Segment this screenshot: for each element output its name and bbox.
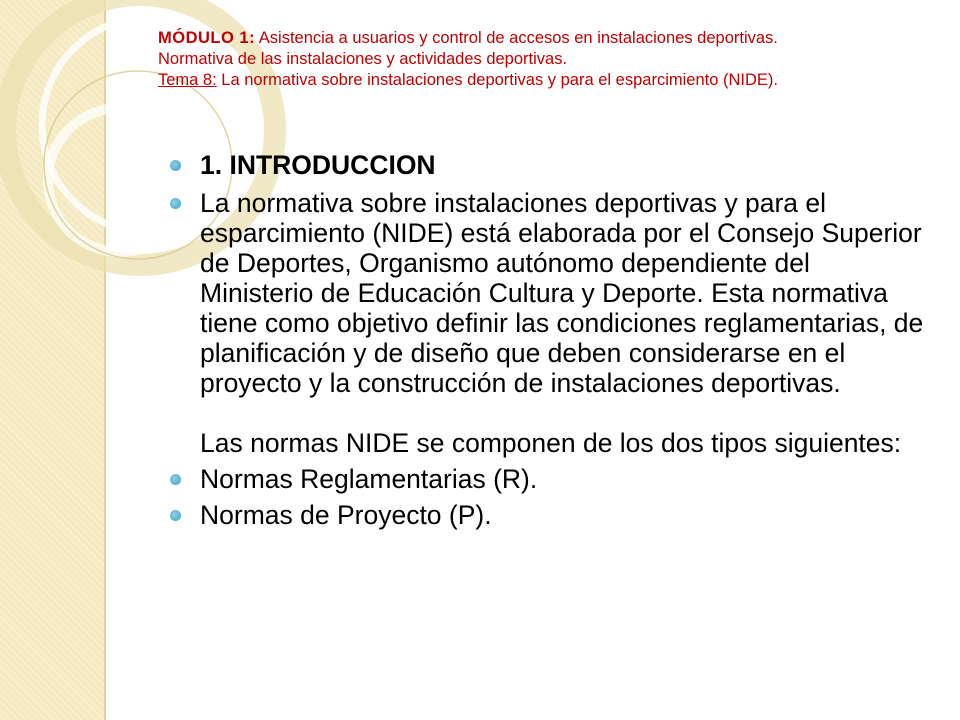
bullet-icon [170,474,181,485]
list-item [170,464,930,494]
bullet-icon [170,198,181,209]
band-edge [104,0,106,720]
types-paragraph: Las normas NIDE se componen de los dos tipos siguientes: [200,428,902,458]
module-line [158,28,938,49]
module-label: MÓDULO 1: [158,29,256,47]
module-title: Asistencia a usuarios y control de accesos en instalaciones deportivas. [255,29,778,47]
topic-label: Tema 8: [158,71,217,89]
slide-content [170,150,930,536]
list-item-text: Normas de Proyecto (P). [200,500,492,530]
topic-title: La normativa sobre instalaciones deportivas y para el esparcimiento (NIDE). [216,71,778,89]
topic-line [158,70,938,91]
bullet-icon [170,160,181,171]
section-heading-item [170,150,930,180]
left-decorative-band [0,0,106,720]
subtitle-line: Normativa de las instalaciones y actividades deportivas. [158,50,568,68]
band-texture [0,0,106,720]
intro-paragraph: La normativa sobre instalaciones deportivas y para el esparcimiento (NIDE) está elaborada por el Consejo Superior de Deportes, Organismo autónomo dependiente del Ministerio de Educación Cultura y Deporte. Esta normativa tiene como objetivo definir las condiciones reglamentarias, de planificación y de diseño que deben considerarse en el proyecto y la construcción de instalaciones deportivas. [200,188,924,398]
introduction-item [170,188,930,458]
section-heading: 1. INTRODUCCION [200,150,436,180]
slide-header [158,28,938,91]
bullet-icon [170,510,181,521]
list-item-text: Normas Reglamentarias (R). [200,464,538,494]
list-item [170,500,930,530]
